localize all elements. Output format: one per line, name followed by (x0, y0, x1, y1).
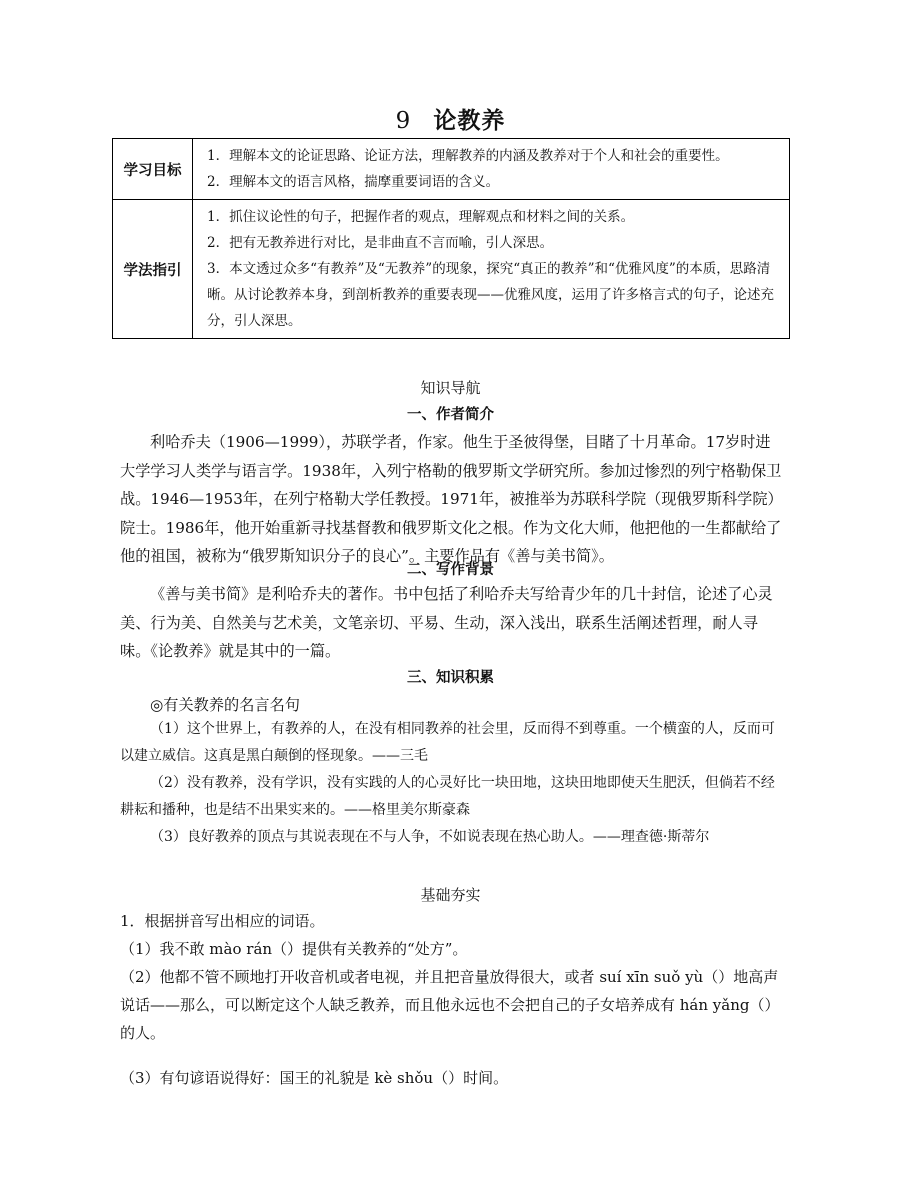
question-item: （1）我不敢 mào rán（）提供有关教养的“处方”。 (120, 940, 468, 958)
method-content (193, 200, 790, 339)
row-header-method: 学法指引 (113, 200, 193, 339)
section-heading-background: 二、写作背景 (407, 562, 494, 578)
quotes-list (120, 716, 785, 851)
lesson-title (0, 102, 901, 135)
quote-item: （2）没有教养，没有学识，没有实践的人的心灵好比一块田地，这块田地即使天生肥沃，但倘若不经耕耘和播种，也是结不出果实来的。——格里美尔斯豪森 (120, 775, 775, 818)
question-1: 1．根据拼音写出相应的词语。 (120, 912, 325, 930)
table-row (113, 139, 790, 200)
quote-item: （3）良好教养的顶点与其说表现在不与人争，不如说表现在热心助人。——理查德·斯蒂尔 (150, 829, 710, 845)
practice-questions-cont (120, 1064, 785, 1092)
lesson-number: 9 (395, 108, 412, 134)
table-row (113, 200, 790, 339)
learning-goals-table (112, 138, 790, 339)
author-paragraph (120, 428, 785, 571)
background-paragraph (120, 580, 785, 666)
author-text: 利哈乔夫（1906—1999），苏联学者，作家。他生于圣彼得堡，目睹了十月革命。17岁时进大学学习人类学与语言学。1938年，入列宁格勒的俄罗斯文学研究所。参加过惨烈的列宁格勒保卫战。1946—1953年，在列宁格勒大学任教授。1971年，被推举为苏联科学院（现俄罗斯科学院）院士。1986年，他开始重新寻找基督教和俄罗斯文化之根。作为文化大师，他把他的一生都献给了他的祖国，被称为“俄罗斯知识分子的良心”。主要作品有《善与美书简》。 (120, 433, 783, 565)
row-header-goals: 学习目标 (113, 139, 193, 200)
goal-line: 2．理解本文的语言风格，揣摩重要词语的含义。 (207, 174, 500, 190)
quotes-subheading: ◎有关教养的名言名句 (150, 696, 300, 714)
nav-title: 知识导航 (420, 379, 481, 397)
quote-item: （1）这个世界上，有教养的人，在没有相同教养的社会里，反而得不到尊重。一个横蛮的人，反而可以建立威信。这真是黑白颠倒的怪现象。——三毛 (120, 721, 775, 764)
goal-line: 1．理解本文的论证思路、论证方法，理解教养的内涵及教养对于个人和社会的重要性。 (207, 148, 729, 164)
section-heading-knowledge: 三、知识积累 (407, 670, 494, 686)
question-item: （2）他都不管不顾地打开收音机或者电视，并且把音量放得很大，或者 suí xīn suǒ yù（）地高声说话——那么，可以断定这个人缺乏教养，而且他永远也不会把自己的子女培养成有 hán yǎng（）的人。 (120, 968, 780, 1042)
method-line: 3．本文透过众多“有教养”及“无教养”的现象，探究“真正的教养”和“优雅风度”的本质，思路清晰。从讨论教养本身，到剖析教养的重要表现——优雅风度，运用了许多格言式的句子，论述充分，引人深思。 (207, 261, 774, 329)
method-line: 2．把有无教养进行对比，是非曲直不言而喻，引人深思。 (207, 235, 554, 251)
question-item: （3）有句谚语说得好：国王的礼貌是 kè shǒu（）时间。 (120, 1069, 509, 1087)
practice-title: 基础夯实 (420, 886, 481, 904)
practice-questions (120, 907, 785, 1047)
goals-content (193, 139, 790, 200)
background-text: 《善与美书简》是利哈乔夫的著作。书中包括了利哈乔夫写给青少年的几十封信，论述了心灵美、行为美、自然美与艺术美，文笔亲切、平易、生动，深入浅出，联系生活阐述哲理，耐人寻味。《论教养》就是其中的一篇。 (120, 585, 773, 660)
section-heading-author: 一、作者简介 (407, 407, 494, 423)
lesson-title-text: 论教养 (433, 107, 506, 134)
method-line: 1．抓住议论性的句子，把握作者的观点，理解观点和材料之间的关系。 (207, 209, 635, 225)
